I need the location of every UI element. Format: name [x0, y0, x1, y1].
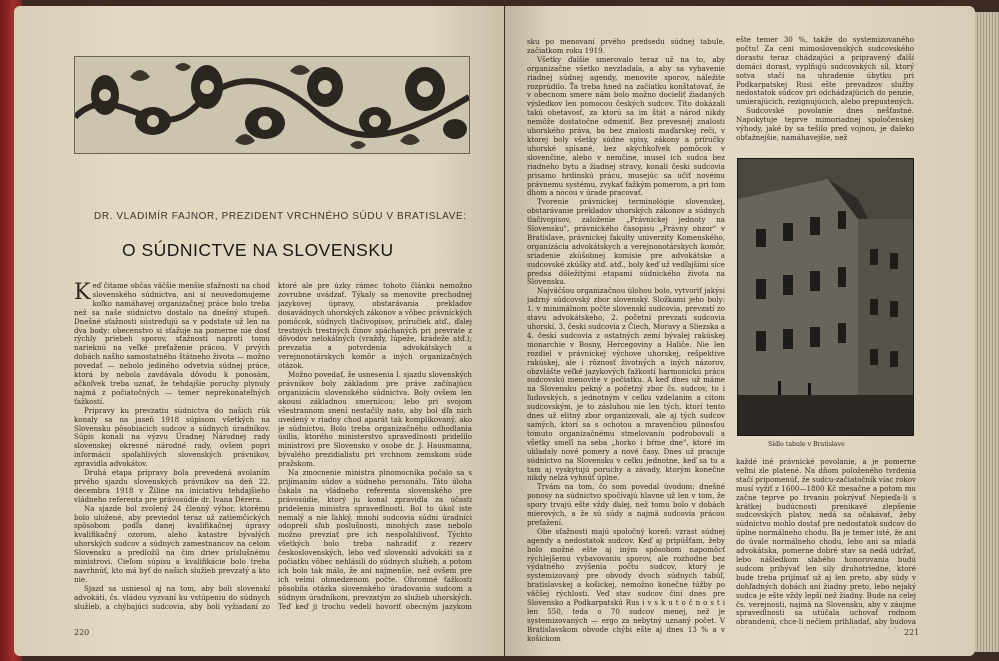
article-title: O SÚDNICTVE NA SLOVENSKU: [122, 240, 394, 260]
paragraph: ktoré ale pre úzky rámec tohoto článku nemožno zovrubne uvádzať. Týkaly sa menovite prechodnej jazykovej úpravy, obstarávania prekladov dosavádnych uhorských zákonov a vôbec právnických pomôcok, súdnych tlačivopisov, príručiek atď., ďalej trestných trestných činov spáchaných pri prevrate z dôvodov nelokálných (vraždy, lúpeže, krádeže atď.); prevzatia a potvrdenia advokátskych a verejnonotárskych komôr a iných organizačných otázok.: [278, 282, 472, 371]
page-number-left: 220: [74, 628, 90, 637]
floral-ornament-banner: [74, 56, 470, 154]
drop-cap: K: [74, 282, 91, 305]
photo-caption: Sídlo tabule v Bratislave: [768, 441, 845, 448]
paragraph: Sjazd sa usniesol aj na tom, aby boli slovenskí advokáti, čs. vládou vyzvaní ku vstúpeniu do súdnych služieb, a chýbajúci sudcovia, aby boli vyžiadaní zo: [74, 583, 270, 611]
paragraph: Sudcovské povolanie dnes nešťastné. Napokytuje teprve mimoriadnej spoločenskej výhody, jaké by sa tešilo pred vojnou, je ďaleko obťažnejšie, namáhavejšie, než: [736, 106, 914, 142]
right-page-column-2-bottom: [736, 458, 916, 628]
floral-ornament-graphic: [75, 57, 469, 153]
paragraph: eď čitame občas väčšie menšie sťažnosti na chod slovenského súdnictva, ani si neuvedomujeme koľko namáhavej organizačnej práce bolo treba než sa naše súdnictvo dostalo na dnešný stupeň. Dnešné sťažnosti sústreďujú sa v podstate už len na dva body: obecenstvo si sťažuje na pomerne nie dosť rýchly priebeh sporov, sťažnosti naproti tomu narieknú na veľké preťaženie prácou. V prvých dobách našho samostatného štátneho života — možno povedať — nebolo jediného odvetvia súdnej práce, ktorá by nebola zavdávala dôvodu k ponosám, ačkoľvek treba uznať, že tehdajšie poruchy plynuly najmä z počiatočných — temer neprekonateľných ťažkostí.: [74, 282, 270, 406]
paragraph: Obe sťažnosti majú spoločný koreň: vzrast súdnej agendy a nedostatok sudcov. Keď aj pripúšťam, žeby bolo možné ešte aj iným spôsobom napomôcť rýchlejšemu vybavovaniu sporov, ale rozhodne bez výdatného zvýšenia počtu sudcov, ktorý je systemizovaný pre obvody dvoch súdnych tabúľ, bratislavskej a košickej, nemožno konečne túžby po väčšej rýchlosti. Veď stav sudcov činí dnes pre Slovensko a Podkarpatskú Rus i v s k u t o č n o s t i len 550, teda o 70 sudcov menej, než je systemizovaných — ergo za nebytný uznaný počet. V Bratislavskom obvode chýbi ešte aj dnes 13 % a v košickom: [527, 526, 725, 642]
paragraph: Pripravy ku prevzatiu súdnictva do našich rúk konaly sa na jaseň 1918 súpisom všetkých na Slovensku pôsobiacich sudcov a súdnych úradníkov. Súpis konali na výzvu Úradnej Národnej rady slovenskej okresné národné rady, ovšem popri informácii spoľahlivých slovenských právnikov, zpravidla advokátov.: [74, 405, 270, 469]
paragraph: Možno povedať, že usnesenia I. sjazdu slovenských právnikov boly základom pre práve začínajúcu organizáciu slovenského súdnictva. Boly ovšem len akousi základnou smernicou; lebo pri svojom všestrannom snení nestačily nato, aby bol dľa nich uvedený v riadny chod aparát tak komplikovaný, ako je súdnictvo. Bolo treba organizačného odhodlania úsilia, ktorého ministerstvo spravedlnosti pridelilo ministrovi pre Slovensko v osobe dr. J. Hausmanna, bývalého prezidialistu pri vrchnom zemskom súde pražskom.: [278, 370, 472, 469]
right-page-column-2-top: [736, 36, 914, 152]
left-page-column-1: [74, 282, 270, 612]
paragraph: každé iné právnické povolanie, a je pomerne veľmi zle platené. Na dňom položeného tvrdenia stačí pripomenúť, že sudcu-začiatočník víac rokov musí vyžiť z 1600—1800 Kč mesačne a potom mu začne teprve po trvaniu pokrývať Nepieďa-li s krátkej budúcnosti prenikavé zlepšenie sudcovských platov, nedá sa očakávať, žeby súdnictvo mohlo dostať pre nedostatok sudcov do úplne normálneho chodu. Ba je temer isté, že ani do úvale normálneho chodu, lebo ani sa mladá advokátska, pomerne dobré stav sa nedá udržať, lebo nášledkom slabého honorovania budú sudcom pribývať len sily druhotriedne, ktoré bude treba prijímať už aj len preto, aby súdy v dohľadných dobách ani žiadny preto, lebo nejaký sudca je ešte vždy lepší než žiadny. Bude na celej čs. verejnosti, najmä na Slovensku, aby v záujme spravedlnosti sa utúčala uchovať rodnom obrandenú, chce-li nečiem prihliadať, aby budova: [736, 458, 916, 627]
court-building-illustration: [738, 159, 913, 435]
page-edges: [975, 12, 999, 652]
paragraph: Druhá etapa prípravy bola prevedená avolaním prvého sjazdu slovenských právnikov na deň 22. decembra 1918 v Žiline na iniciatívu tehdajšieho vládneho referenta pre právosúdie dr. Ivana Dérera.: [74, 468, 270, 504]
paragraph: Všetky ďalšie smerovalo teraz už na to, aby organizačne všetko nevzladala, a aby sa vybavenie riadnej súdnej agendy, menovite sporov, náležite rozprúdilo. Ťa treba hned na začiatku konštatovať, že v obecnom smere nám bolo možno docieliť žiadaných výsledkov len pomocou českých sudcov. Títo dokázali takú obetavosť, za ktorú sa im štát a národ nikdy nemôže dostatočne odmeniť. Bez prevesnéj znalosti uhorského práva, ba bez znalosti maďarskej reči, v ktorej boly všetky súdne spisy, zákony a príručky uhorské spísané, bez akýchkoľvek pomôcok v slovenčine, alebo v nemčine, musel ich sudca bez riadneho bytu a žiadnej stravy, konali česki sudcovia prisamo hrdinskú prácu, musejúc sa učiť novému právnemu systému, zvykať ťažkým pomerom, a pri tom dhom a nocou v úrade pracovať.: [527, 54, 725, 198]
article-byline: DR. VLADIMÍR FAJNOR, PREZIDENT VRCHNÉHO SÚDU V BRATISLAVE:: [94, 211, 467, 222]
page-number-right: 221: [904, 628, 920, 637]
court-building-photo: [737, 158, 914, 436]
paragraph: Tvorenie právnickej terminológie slovenskej, obstarávanie prekladov uhorských zákonov a súdnych tlačivopisov, založenie „Právnickej jednoty na Slovensku", právnického časopisu „Právny obzor" v Bratislave, právnickej fakulty univerzity Komenského, organizácia advokátskych a verejnonotárskych komôr, sriadenie zkúšobnej komisie pre advokátske a sudcovské zkúšky atď. atď., boly keď už vedľajšími síce predsa dôležitými etapami súdnického života na Slovensku.: [527, 197, 725, 287]
paragraph: sku po menovaní prvého predsedu súdnej tabule, začiatkom roku 1919.: [527, 38, 725, 55]
paragraph: Najväčšou organizačnou úlohou bolo, vytvoriť jakýsi jadrný súdcovský zbor slovenský. Složkami jeho boly: 1. v minimálnom počte slovenskí sudcovia, prevzatí zo stavu advokátskeho, 2. početní prevzatí sudcovia uhorskí, 3. česki sudcovia z Čiech, Moravy a Sliezska a 4. českí sudcovia z ostatných zemí bývalej rakúskej monarchie v Bosny, Hercegoviny a Haliče. Nie len rozdiel v právnickej výchove uhorskej, rešpektive rakúskej, ale i rôznosť životných a iných názorov, obzvlášte veľké jazykových ťažkostí harmonickú prácu sudcovskú menovite v počiatku. A keď dnes už máme na Slovensku pekný a početný zbor čs. sudcov, to i ľudovských, s jednotným v celku vzdelaním a citom sudcovským, je to zásluhou nie len tých, ktorí tento dnes už elitný zbor organizovali, ale aj tých sudcov samých, ktorí sa s ochotou a mravenčiou pilnosťou tomuto organizačnému stmelovaniu podrobovali a všetky smeľí na seba „horko i bŕme dne", ktoré im ukladaly nové pomery a nové časy. Dnes už pracuje súdnictvo na Slovensku v celku jednotne, keď sa tu a tam aj vyskytujú poruchy a závady, ktorým konečne nikdy nelzá vyhnúť úplne.: [527, 286, 725, 483]
paragraph: Trvám na tom, čo som povedal úvodom: dnešné ponosy na súdnictvo spočívajú hlavne už len v tom, že spory trvajú ešte vždy ďalej, než tomu bolo v dobách mierových, a že sú súdy a najmä sudcovia prácou preťažení.: [527, 482, 725, 527]
right-page-column-1: [527, 38, 725, 642]
paragraph: Na sjazde bol zvolený 24 členný výbor, ktorému bolo uložené, aby previedol teraz už zatiemčických spôsobom podľa danej kvalifikačnej úpravy kvalifikačný ozorom, aleho katastre bývalých uhorských sudcov a súdnych zamestnancov na celom Slovensku a predložil na čim driev príslušnému ministrovi. Cieľom súpisu a kvalifikácie bolo treba navrhnúť, kto má byť do našich služieb prevzatý a kto nie.: [74, 503, 270, 584]
paragraph: ešte temer 30 %, takže do systemizovaného počtu! Za ceni mimoslovenských sudcovského dorastu teraz chádzajúci a pripravený ďalší domáci dorast, vyplňujú sudcovských síl, ktorý sotva stačí na uhradenie úbytku pri Podkarpatskej Rusi ešte prevadzov služby nedostatok súdcov pri odchádzajúcich do penzie, umierajúcich, rezignujúcich, alebo prepustených.: [736, 36, 914, 107]
left-page-column-2: [278, 282, 472, 612]
paragraph: Na zmocnenie ministra plnomocníka počalo sa s prijímaním súdov a súdneho personálu. Táto úloha čakala na vládneho referenta slovenského pre právosúdie, ktorý ju konal zpravidla za účasti pridelenia ministra spravedlnosti. Bol to úkol iste nemalý a nie ľahký, mnohí sudcovia súdni úradníci odoprelí sľub poslušnosti, mnohých zase nebolo možno prevziať pre ich nespoľahlivosť. Týchto všetkých bolo treba nahradiť z rezerv československých, lebo veď slovenskí advokáti sa z počiatku vôbec nehlásili do súdnych služieb, a potom ich bolo tak málo, že ani najmenšie, než ovšem pre ich velmi obmedzenom počte. Ohromné ťažkosti pôsobila otázka slovenského úradovania sudcom a súdnym úradníkom, prevzatým zo služieb uhorských. Teď keď ji trochu vedeli hovoriť obecným jazykom: [278, 468, 472, 611]
